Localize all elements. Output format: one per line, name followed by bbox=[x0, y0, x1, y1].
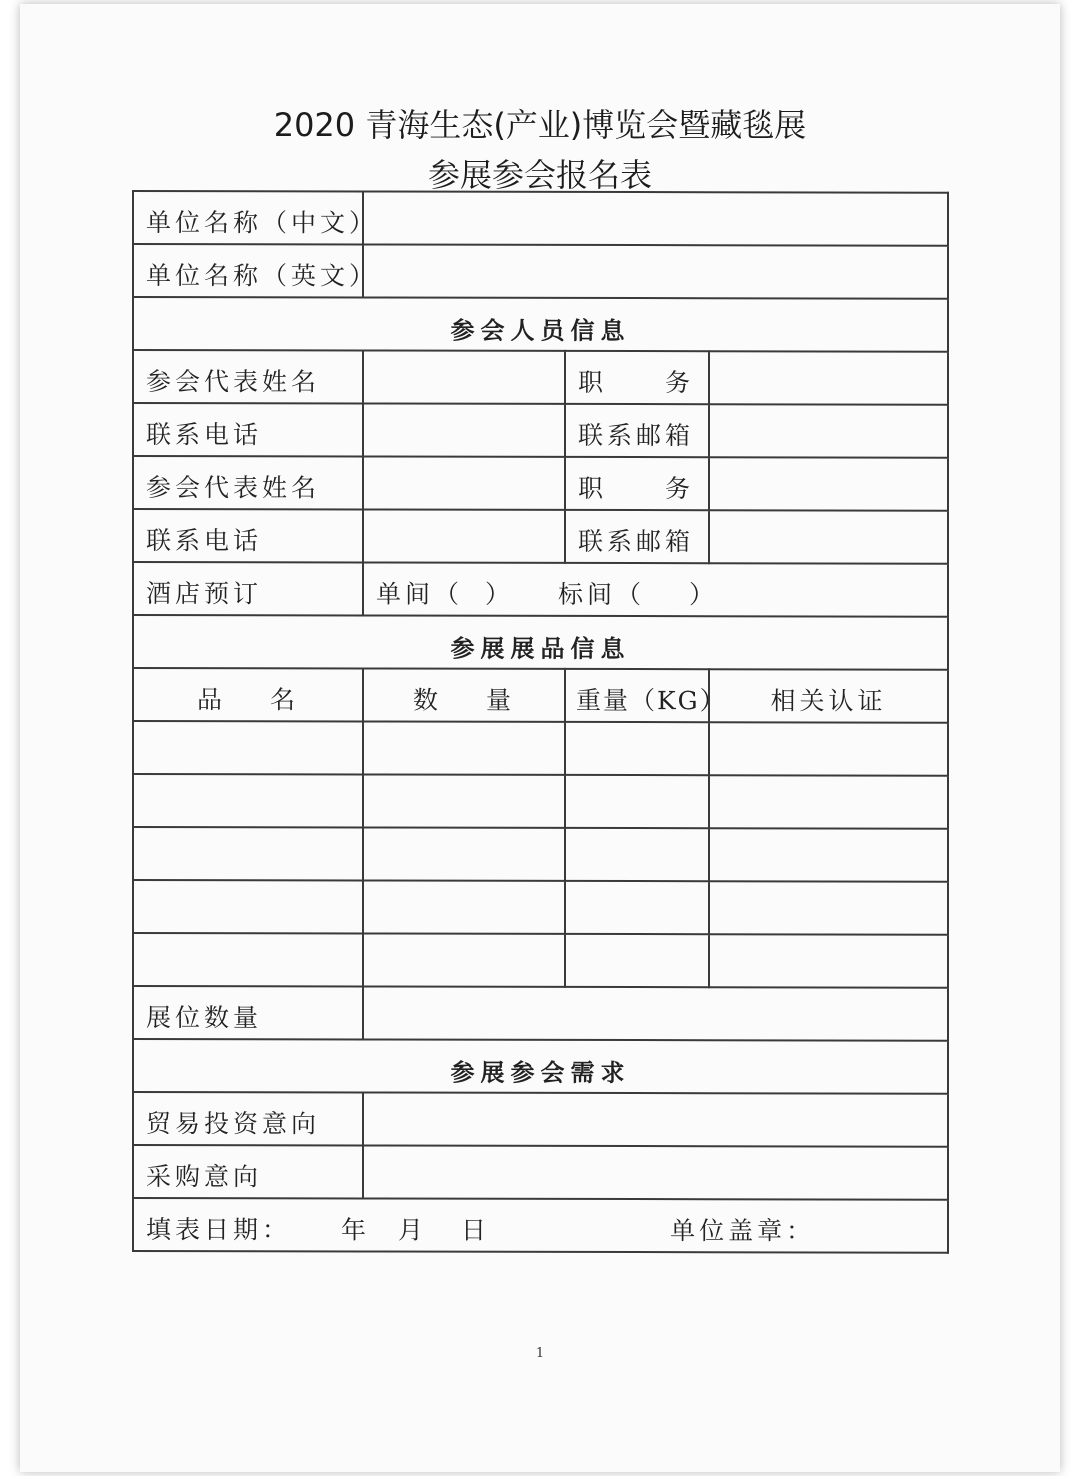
field-position-2[interactable] bbox=[709, 457, 948, 511]
label-trade-invest: 贸易投资意向 bbox=[133, 1092, 363, 1145]
field-rep-name-1[interactable] bbox=[363, 350, 565, 403]
label-rep-name-1: 参会代表姓名 bbox=[133, 350, 363, 403]
row-booth-count bbox=[133, 986, 948, 1041]
row-rep-2 bbox=[133, 456, 948, 511]
fill-date-label: 填表日期： bbox=[146, 1215, 292, 1245]
row-section-attendees bbox=[133, 297, 948, 352]
field-purchase[interactable] bbox=[363, 1145, 948, 1199]
row-exhibit-header bbox=[133, 668, 948, 723]
field-booth-count[interactable] bbox=[363, 986, 948, 1040]
row-purchase bbox=[133, 1145, 948, 1200]
exhibit-name-cell[interactable] bbox=[133, 774, 363, 827]
exhibit-row bbox=[133, 933, 948, 988]
row-trade-invest bbox=[133, 1092, 948, 1147]
section-attendees-heading: 参会人员信息 bbox=[133, 297, 948, 352]
exhibit-row bbox=[133, 721, 948, 776]
exhibit-qty-cell[interactable] bbox=[363, 933, 565, 986]
field-rep-name-2[interactable] bbox=[363, 456, 565, 509]
field-position-1[interactable] bbox=[709, 351, 948, 405]
exhibit-row bbox=[133, 827, 948, 882]
section-needs-heading: 参展参会需求 bbox=[133, 1039, 948, 1094]
col-header-certification: 相关认证 bbox=[709, 669, 948, 723]
exhibit-weight-cell[interactable] bbox=[565, 828, 709, 881]
exhibit-weight-cell[interactable] bbox=[565, 934, 709, 987]
exhibit-name-cell[interactable] bbox=[133, 827, 363, 880]
exhibit-qty-cell[interactable] bbox=[363, 880, 565, 933]
row-contact-2 bbox=[133, 509, 948, 564]
label-email-1: 联系邮箱 bbox=[565, 404, 709, 457]
form-subtitle: 参展参会报名表 bbox=[427, 156, 652, 194]
col-header-name: 品 名 bbox=[133, 668, 363, 721]
row-hotel bbox=[133, 562, 948, 617]
exhibit-weight-cell[interactable] bbox=[565, 881, 709, 934]
exhibit-cert-cell[interactable] bbox=[709, 881, 948, 935]
exhibit-cert-cell[interactable] bbox=[709, 775, 948, 829]
label-hotel: 酒店预订 bbox=[133, 562, 363, 615]
field-trade-invest[interactable] bbox=[363, 1092, 948, 1146]
label-rep-name-2: 参会代表姓名 bbox=[133, 456, 363, 509]
exhibit-weight-cell[interactable] bbox=[565, 722, 709, 775]
label-position-2: 职 务 bbox=[565, 457, 709, 510]
field-email-1[interactable] bbox=[709, 404, 948, 458]
label-phone-2: 联系电话 bbox=[133, 509, 363, 562]
exhibit-row bbox=[133, 774, 948, 829]
exhibit-cert-cell[interactable] bbox=[709, 934, 948, 988]
field-hotel-options[interactable]: 单间（ ） 标间（ ） bbox=[363, 562, 948, 616]
exhibit-qty-cell[interactable] bbox=[363, 827, 565, 880]
col-header-weight: 重量（KG） bbox=[565, 669, 709, 722]
row-unit-name-en bbox=[133, 244, 948, 299]
exhibit-cert-cell[interactable] bbox=[709, 828, 948, 882]
exhibit-row bbox=[133, 880, 948, 935]
row-section-exhibits bbox=[133, 615, 948, 670]
exhibit-name-cell[interactable] bbox=[133, 933, 363, 986]
exhibit-name-cell[interactable] bbox=[133, 880, 363, 933]
label-unit-name-en: 单位名称（英文） bbox=[133, 244, 363, 297]
row-section-needs bbox=[133, 1039, 948, 1094]
row-unit-name-cn bbox=[133, 191, 948, 246]
hotel-standard-option: 标间（ bbox=[558, 579, 646, 610]
form-title: 2020 青海生态(产业)博览会暨藏毯展 bbox=[273, 106, 807, 144]
seal-label: 单位盖章： bbox=[670, 1216, 816, 1246]
field-phone-1[interactable] bbox=[363, 403, 565, 456]
col-header-quantity: 数 量 bbox=[363, 668, 565, 721]
label-unit-name-cn: 单位名称（中文） bbox=[133, 191, 363, 244]
exhibit-cert-cell[interactable] bbox=[709, 722, 948, 776]
registration-form-table bbox=[132, 190, 949, 1254]
exhibit-qty-cell[interactable] bbox=[363, 721, 565, 774]
section-exhibits-heading: 参展展品信息 bbox=[133, 615, 948, 670]
label-phone-1: 联系电话 bbox=[133, 403, 363, 456]
row-rep-1 bbox=[133, 350, 948, 405]
page-number: 1 bbox=[535, 1346, 545, 1361]
hotel-single-option: 单间（ bbox=[376, 579, 464, 609]
date-seal-cell[interactable]: 填表日期： 年 月 日 单位盖章： bbox=[133, 1198, 948, 1253]
label-position-1: 职 务 bbox=[565, 351, 709, 404]
field-unit-name-en[interactable] bbox=[363, 244, 948, 298]
label-email-2: 联系邮箱 bbox=[565, 510, 709, 563]
row-date-seal bbox=[133, 1198, 948, 1253]
exhibit-weight-cell[interactable] bbox=[565, 775, 709, 828]
field-phone-2[interactable] bbox=[363, 509, 565, 562]
exhibit-qty-cell[interactable] bbox=[363, 774, 565, 827]
row-contact-1 bbox=[133, 403, 948, 458]
label-booth-count: 展位数量 bbox=[133, 986, 363, 1039]
field-email-2[interactable] bbox=[709, 510, 948, 564]
label-purchase: 采购意向 bbox=[133, 1145, 363, 1198]
exhibit-name-cell[interactable] bbox=[133, 721, 363, 774]
field-unit-name-cn[interactable] bbox=[363, 191, 948, 245]
